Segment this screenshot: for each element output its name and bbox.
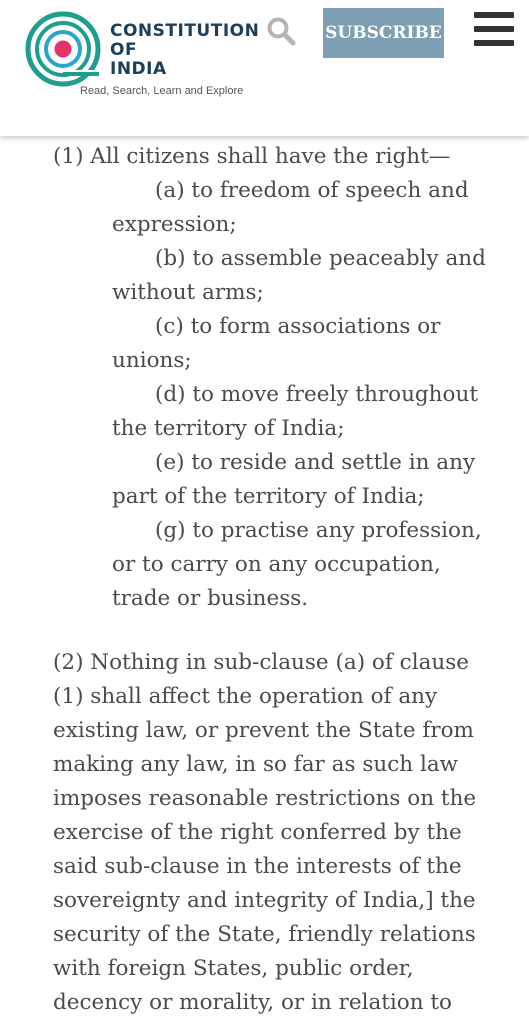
subscribe-button[interactable]: SUBSCRIBE bbox=[323, 8, 444, 58]
subclause-a: (a) to freedom of speech and expression; bbox=[112, 178, 469, 237]
logo-line-1: CONSTITUTION bbox=[110, 21, 260, 41]
menu-button[interactable] bbox=[474, 12, 514, 48]
article-content bbox=[0, 136, 529, 1024]
site-tagline: Read, Search, Learn and Explore bbox=[80, 85, 244, 97]
site-header bbox=[0, 0, 529, 136]
hamburger-bar bbox=[474, 40, 514, 46]
subclause-c: (c) to form associations or unions; bbox=[112, 314, 441, 373]
subclause-list bbox=[112, 174, 487, 616]
hamburger-menu-icon bbox=[474, 12, 514, 18]
subclause-g: (g) to practise any profession, or to carry on any occupation, trade or business. bbox=[112, 518, 482, 611]
hamburger-bar bbox=[474, 26, 514, 32]
search-button[interactable] bbox=[266, 16, 296, 46]
logo-line-2: OF bbox=[110, 40, 138, 60]
subclause-e: (e) to reside and settle in any part of the territory of India; bbox=[112, 450, 476, 509]
logo-line-3: INDIA bbox=[110, 59, 167, 79]
site-logo-text[interactable] bbox=[110, 22, 259, 79]
clause-2: (2) Nothing in sub-clause (a) of clause (1) shall affect the operation of any existing law, or prevent the State from making any law, in so far as such law imposes reasonable restrictions on the exercise of the right conferred by the said sub-clause in the interests of the sovereignty and integrity of India,] the security of the State, friendly relations with foreign States, public order, decency or morality, or in relation to bbox=[53, 650, 477, 1015]
clause-1-intro: (1) All citizens shall have the right— bbox=[53, 144, 451, 169]
subclause-d: (d) to move freely throughout the territory of India; bbox=[112, 382, 478, 441]
subclause-b: (b) to assemble peaceably and without arms; bbox=[112, 246, 486, 305]
search-icon bbox=[266, 16, 296, 46]
constitution-logo-icon[interactable] bbox=[24, 10, 102, 88]
